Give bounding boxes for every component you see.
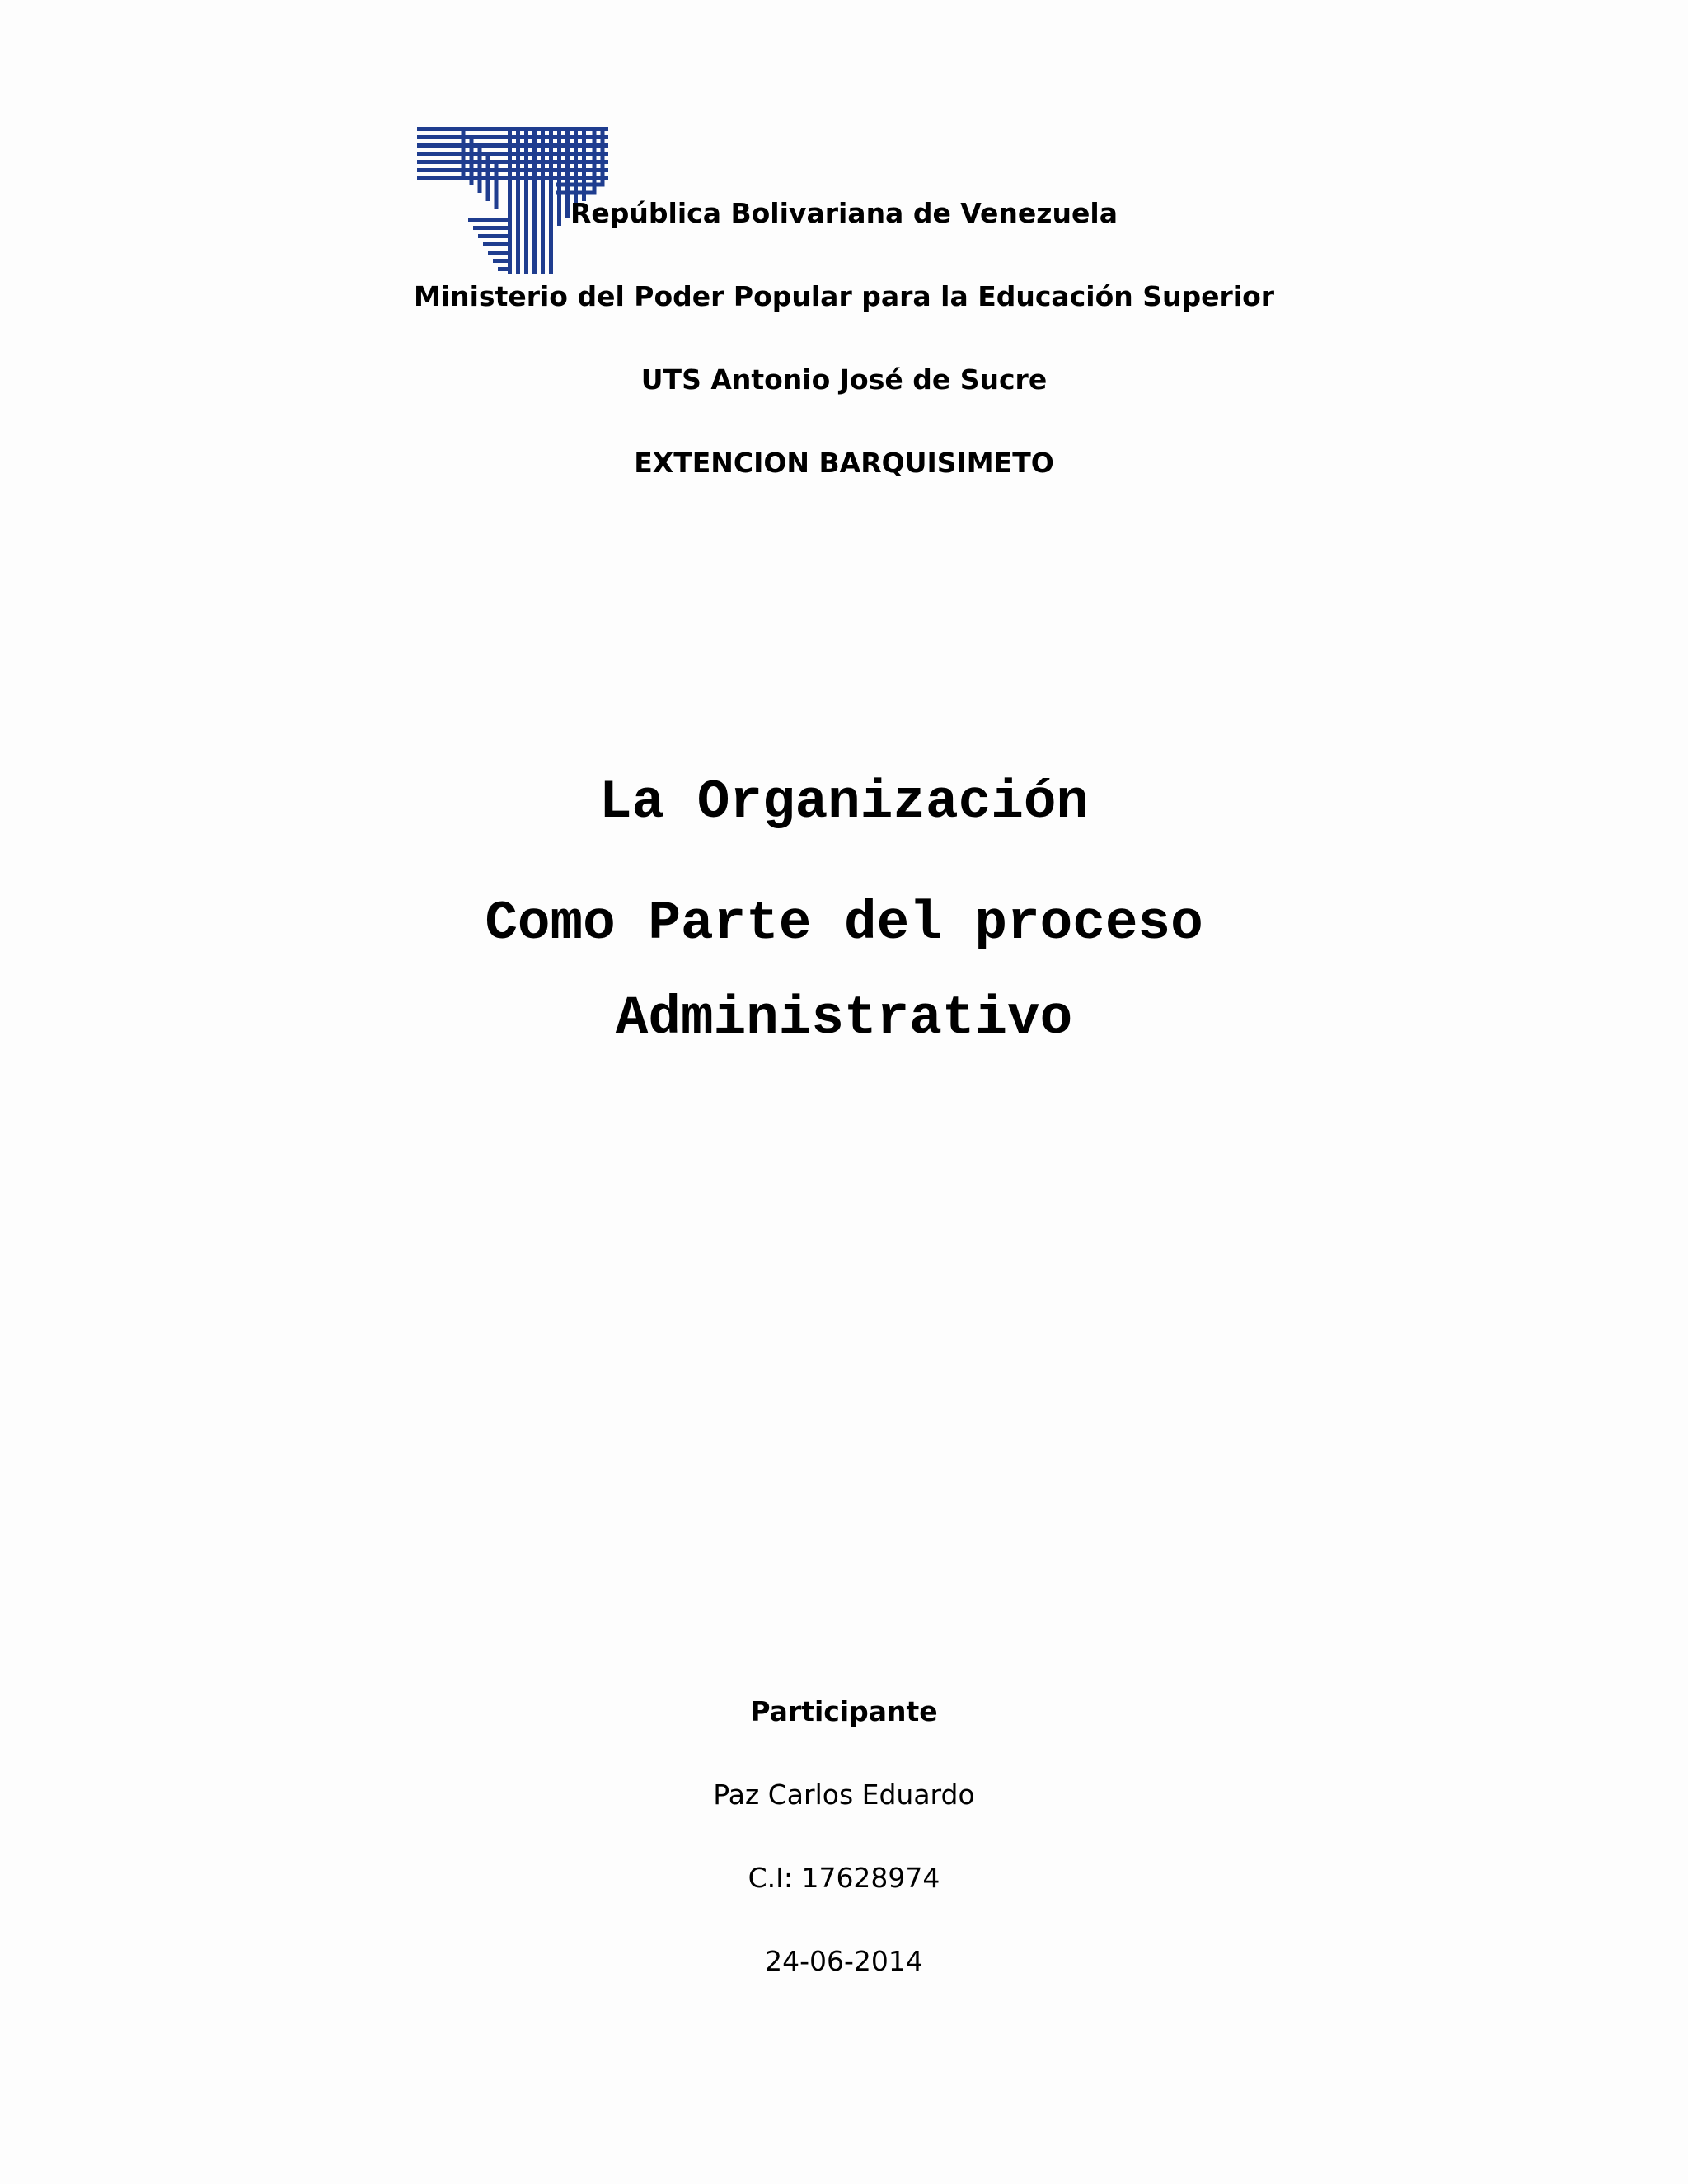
header-ministry: Ministerio del Poder Popular para la Educación Superior xyxy=(413,280,1275,312)
participant-ci: C.I: 17628974 xyxy=(748,1862,940,1894)
participant-label: Participante xyxy=(750,1695,938,1727)
title-line-1: La Organización xyxy=(598,771,1090,833)
title-line-3: Administrativo xyxy=(615,987,1073,1049)
header-extension: EXTENCION BARQUISIMETO xyxy=(634,447,1054,479)
title-line-2: Como Parte del proceso xyxy=(485,893,1203,954)
document-date: 24-06-2014 xyxy=(765,1945,923,1977)
header-republic: República Bolivariana de Venezuela xyxy=(570,197,1118,229)
header-university: UTS Antonio José de Sucre xyxy=(640,363,1048,396)
participant-name: Paz Carlos Eduardo xyxy=(713,1779,975,1811)
